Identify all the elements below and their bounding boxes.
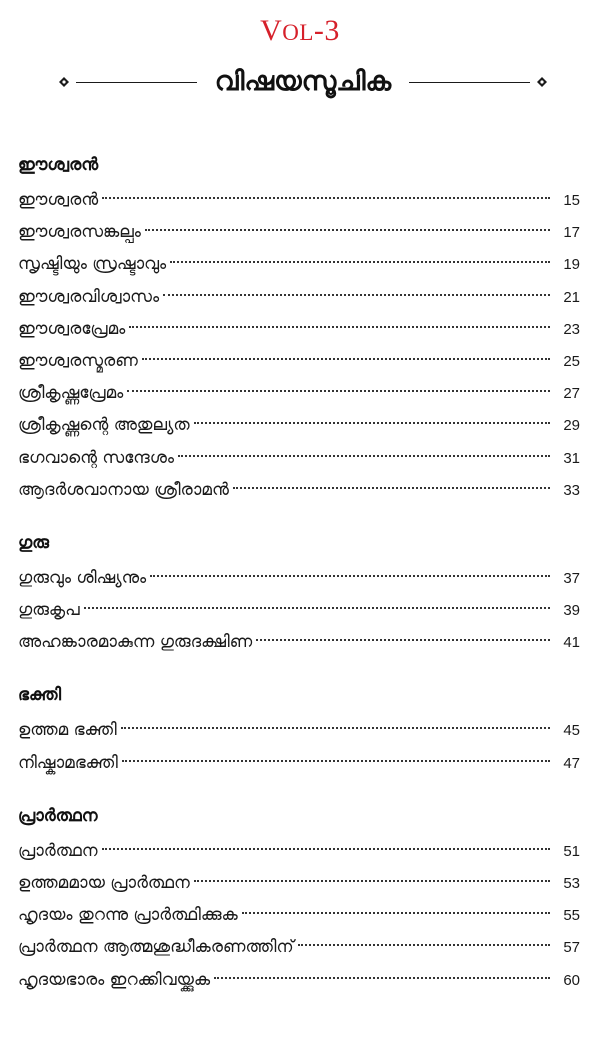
dot-leader: [242, 912, 550, 914]
entry-title: ആദർശവാനായ ശ്രീരാമൻ: [18, 479, 229, 500]
right-ornament-icon: [536, 76, 548, 88]
toc-entry[interactable]: [18, 931, 580, 963]
toc-entry[interactable]: [18, 714, 580, 746]
dot-leader: [298, 944, 550, 946]
entry-title: ഈശ്വരപ്രേമം: [18, 318, 126, 339]
dot-leader: [150, 575, 550, 577]
volume-label: [0, 14, 600, 48]
dot-leader: [194, 422, 550, 424]
dot-leader: [233, 487, 550, 489]
entry-title: ഹൃദയഭാരം ഇറക്കിവയ്ക്കുക: [18, 969, 211, 990]
toc-entry[interactable]: [18, 474, 580, 506]
toc-entry[interactable]: [18, 964, 580, 996]
page-number: 41: [563, 634, 580, 652]
toc-entry[interactable]: [18, 867, 580, 899]
toc-entry[interactable]: [18, 377, 580, 409]
page-number: 23: [563, 320, 580, 338]
toc-section: [18, 803, 580, 996]
dot-leader: [214, 977, 550, 979]
table-of-contents: [18, 152, 580, 1020]
dot-leader: [178, 455, 550, 457]
section-heading: ഈശ്വരൻ: [18, 155, 99, 175]
page-number: 47: [563, 754, 580, 772]
toc-entry[interactable]: [18, 747, 580, 779]
toc-entry[interactable]: [18, 442, 580, 474]
entry-title: ഉത്തമ ഭക്തി: [18, 720, 117, 741]
toc-entry[interactable]: [18, 562, 580, 594]
page-number: 57: [563, 939, 580, 957]
page-number: 53: [563, 875, 580, 892]
dot-leader: [145, 229, 550, 231]
entry-title: ശ്രീകൃഷ്ണന്റെ അതുല്യത: [18, 415, 190, 436]
toc-entry[interactable]: [18, 216, 580, 248]
entry-title: പ്രാർത്ഥന ആത്മശുദ്ധീകരണത്തിന്: [18, 937, 294, 958]
toc-entry[interactable]: [18, 248, 580, 280]
entry-title: ഗുരുവും ശിഷ്യനും: [18, 567, 147, 588]
dot-leader: [84, 607, 550, 609]
entry-title: ഈശ്വരസങ്കല്പം: [18, 222, 141, 243]
volume-number: -3: [313, 14, 340, 47]
entry-title: ഈശ്വരൻ: [18, 190, 99, 210]
entry-title: ഉത്തമമായ പ്രാർത്ഥന: [18, 873, 190, 893]
toc-entry[interactable]: [18, 594, 580, 626]
page-number: 45: [563, 722, 580, 740]
dot-leader: [102, 197, 550, 199]
dot-leader: [129, 326, 550, 328]
page-number: 60: [563, 971, 580, 989]
page-number: 39: [563, 602, 580, 620]
entry-title: ഈശ്വരസ്മരണ: [18, 350, 138, 371]
toc-section: [18, 530, 580, 659]
page-title: വിഷയസൂചിക: [214, 66, 392, 97]
volume-label-initial: V: [260, 14, 283, 47]
section-heading: പ്രാർത്ഥന: [18, 805, 98, 826]
toc-entry[interactable]: [18, 184, 580, 216]
page-number: 33: [563, 481, 580, 499]
page-number: 37: [563, 569, 580, 587]
entry-title: ഗുരുകൃപ: [18, 600, 80, 621]
dot-leader: [102, 848, 551, 850]
left-ornament-icon: [58, 76, 70, 88]
volume-label-rest: OL: [282, 20, 314, 45]
dot-leader: [256, 639, 550, 641]
section-heading: ഭക്തി: [18, 685, 62, 706]
entry-title: ഈശ്വരവിശ്വാസം: [18, 286, 160, 307]
toc-section: [18, 682, 580, 778]
dot-leader: [121, 727, 550, 729]
toc-section: [18, 152, 580, 506]
contents-title-row: [58, 60, 548, 104]
toc-entry[interactable]: [18, 281, 580, 313]
page-number: 27: [563, 385, 580, 403]
toc-entry[interactable]: [18, 835, 580, 867]
page-number: 25: [563, 352, 580, 370]
page-number: 17: [563, 224, 580, 242]
entry-title: ഭഗവാന്റെ സന്ദേശം: [18, 447, 174, 468]
entry-title: ശ്രീകൃഷ്ണപ്രേമം: [18, 383, 124, 404]
toc-entry[interactable]: [18, 345, 580, 377]
entry-title: ഹൃദയം തുറന്നു പ്രാർത്ഥിക്കുക: [18, 905, 238, 926]
dot-leader: [142, 358, 550, 360]
dot-leader: [194, 880, 550, 882]
dot-leader: [122, 760, 550, 762]
dot-leader: [170, 261, 550, 263]
page-number: 29: [563, 417, 580, 435]
toc-entry[interactable]: [18, 899, 580, 931]
dot-leader: [127, 390, 550, 392]
entry-title: നിഷ്കാമഭക്തി: [18, 752, 118, 773]
right-divider-line: [409, 82, 530, 83]
left-divider-line: [76, 82, 197, 83]
entry-title: സൃഷ്ടിയും സ്രഷ്ടാവും: [18, 254, 167, 275]
entry-title: അഹങ്കാരമാകുന്ന ഗുരുദക്ഷിണ: [18, 632, 253, 653]
toc-entry[interactable]: [18, 313, 580, 345]
page-number: 15: [563, 192, 580, 209]
toc-entry[interactable]: [18, 409, 580, 441]
dot-leader: [163, 294, 550, 296]
section-heading: ഗുരു: [18, 532, 49, 553]
page-number: 21: [563, 288, 580, 306]
page-number: 51: [563, 842, 580, 860]
page-number: 55: [563, 907, 580, 925]
toc-entry[interactable]: [18, 626, 580, 658]
page-number: 31: [563, 449, 580, 467]
entry-title: പ്രാർത്ഥന: [18, 840, 98, 861]
page-number: 19: [563, 256, 580, 274]
